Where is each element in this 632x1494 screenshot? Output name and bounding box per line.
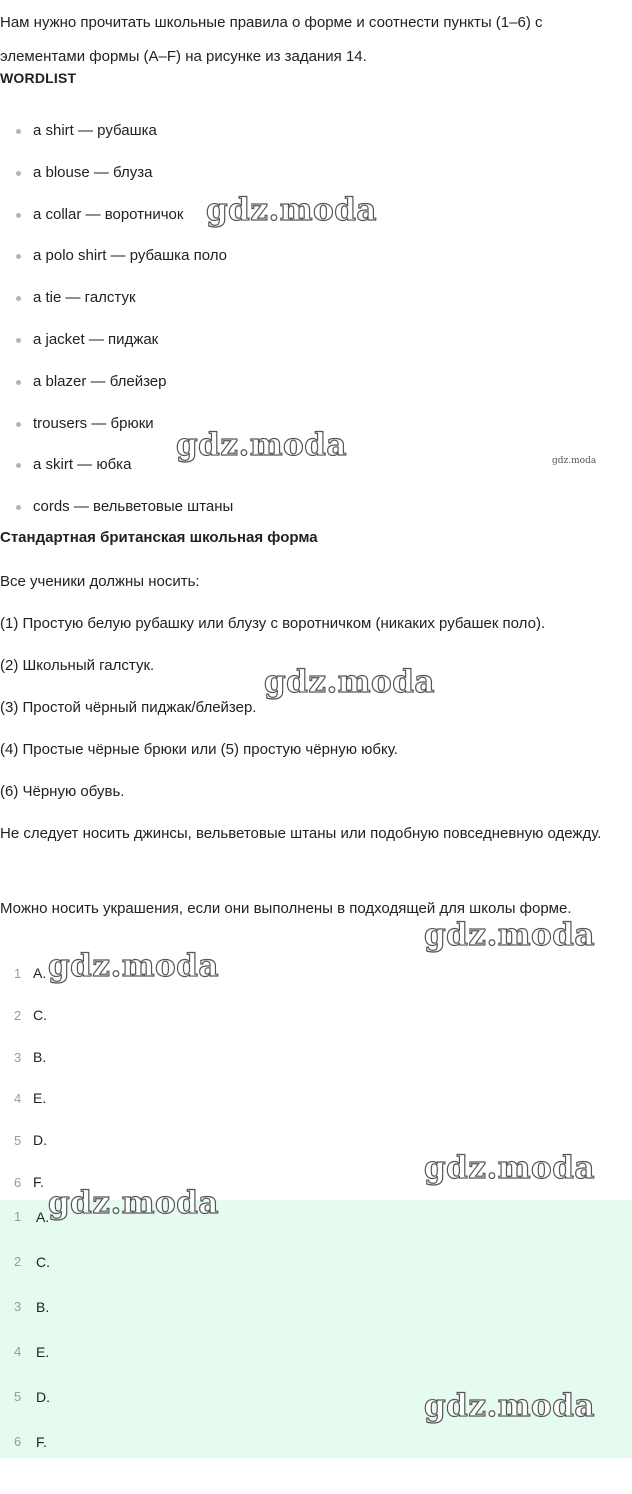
list-item: a polo shirt — рубашка поло [0,237,233,279]
list-item: a jacket — пиджак [0,321,233,363]
list-item: a shirt — рубашка [0,112,233,154]
answer-item: 4 E. [14,1344,50,1360]
answer-item: 5 D. [14,1132,47,1149]
answer-item: 6 F. [14,1173,44,1190]
watermark: gdz.moda [206,192,377,228]
answer-item: 4 E. [14,1090,47,1107]
bullet-icon [16,254,21,259]
list-item: a blazer — блейзер [0,363,233,405]
wordlist-title: WORDLIST [0,70,77,86]
list-item: a collar — воротничок [0,196,233,238]
list-item: cords — вельветовые штаны [0,488,233,530]
answer-list [0,959,632,1210]
answer-item: 1 A. [14,1209,50,1225]
bullet-icon [16,129,21,134]
watermark: gdz.moda [176,427,347,463]
uniform-line: (6) Чёрную обувь. [0,783,125,800]
highlighted-answer-list [0,1205,632,1475]
list-item: a blouse — блуза [0,154,233,196]
answer-item: 3 B. [14,1048,47,1065]
watermark: gdz.moda [424,1150,595,1186]
watermark: gdz.moda [48,1185,219,1221]
uniform-line: (3) Простой чёрный пиджак/блейзер. [0,699,257,716]
bullet-icon [16,338,21,343]
uniform-line: (4) Простые чёрные брюки или (5) простую чёрную юбку. [0,741,398,758]
uniform-line: Можно носить украшения, если они выполнены в подходящей для школы форме. [0,900,572,917]
uniform-line: Все ученики должны носить: [0,573,200,590]
uniform-line: (1) Простую белую рубашку или блузу с воротничком (никаких рубашек поло). [0,615,546,632]
answer-item: 3 B. [14,1299,50,1315]
uniform-title: Стандартная британская школьная форма [0,529,318,546]
bullet-icon [16,463,21,468]
uniform-line: Не следует носить джинсы, вельветовые штаны или подобную повседневную одежду. [0,825,602,842]
answer-item: 1 A. [14,965,47,981]
list-item: a tie — галстук [0,279,233,321]
bullet-icon [16,505,21,510]
watermark: gdz.moda [48,948,219,984]
list-item: a skirt — юбка [0,446,233,488]
bullet-icon [16,422,21,427]
bullet-icon [16,213,21,218]
bullet-icon [16,380,21,385]
intro-text: Нам нужно прочитать школьные правила о форме и соотнести пункты (1–6) с элементами формы (A–F) на рисунке из задания 14. [0,14,543,65]
bullet-icon [16,296,21,301]
bullet-icon [16,171,21,176]
uniform-line: (2) Школьный галстук. [0,657,155,674]
wordlist [0,112,233,530]
answer-item: 2 C. [14,1006,47,1023]
answer-item: 2 C. [14,1254,50,1270]
watermark: gdz.moda [424,917,595,953]
watermark: gdz.moda [264,664,435,700]
answer-item: 5 D. [14,1389,50,1405]
watermark-small: gdz.moda [552,456,597,466]
watermark: gdz.moda [424,1388,595,1424]
answer-item: 6 F. [14,1434,47,1450]
list-item: trousers — брюки [0,405,233,447]
